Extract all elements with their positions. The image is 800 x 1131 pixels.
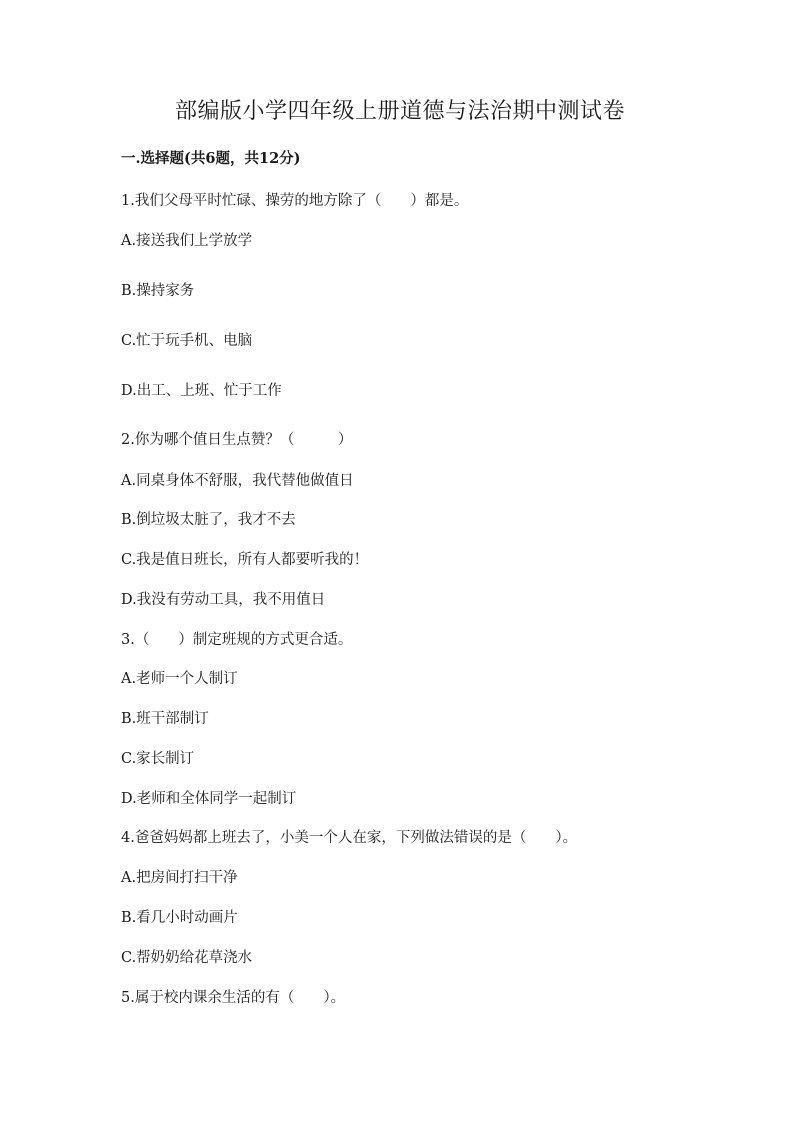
question-1-stem: 1.我们父母平时忙碌、操劳的地方除了（ ）都是。	[121, 193, 469, 209]
section-heading: 一.选择题(共6题，共12分)	[121, 150, 301, 167]
question-1-option-c: C.忙于玩手机、电脑	[121, 333, 253, 349]
question-4-option-b: B.看几小时动画片	[121, 910, 238, 926]
exam-title: 部编版小学四年级上册道德与法治期中测试卷	[174, 99, 625, 124]
question-2-option-b: B.倒垃圾太脏了，我才不去	[121, 512, 296, 528]
question-4-stem: 4.爸爸妈妈都上班去了，小美一个人在家，下列做法错误的是（ ）。	[121, 830, 578, 846]
question-1-option-d: D.出工、上班、忙于工作	[121, 383, 282, 399]
question-5-stem: 5.属于校内课余生活的有（ ）。	[121, 990, 346, 1006]
question-2-option-a: A.同桌身体不舒服，我代替他做值日	[121, 473, 354, 489]
question-2-option-c: C.我是值日班长，所有人都要听我的！	[121, 552, 369, 568]
question-3-option-c: C.家长制订	[121, 751, 195, 767]
question-2-option-d: D.我没有劳动工具，我不用值日	[121, 592, 326, 608]
question-3-stem: 3.（ ）制定班规的方式更合适。	[121, 632, 353, 648]
question-4-option-a: A.把房间打扫干净	[121, 870, 238, 886]
question-4-option-c: C.帮奶奶给花草浇水	[121, 950, 253, 966]
question-3-option-b: B.班干部制订	[121, 711, 209, 727]
question-1-option-a: A.接送我们上学放学	[121, 233, 253, 249]
question-3-option-d: D.老师和全体同学一起制订	[121, 791, 297, 807]
question-2-stem: 2.你为哪个值日生点赞？（ ）	[121, 432, 353, 448]
question-1-option-b: B.操持家务	[121, 283, 195, 299]
question-3-option-a: A.老师一个人制订	[121, 671, 238, 687]
